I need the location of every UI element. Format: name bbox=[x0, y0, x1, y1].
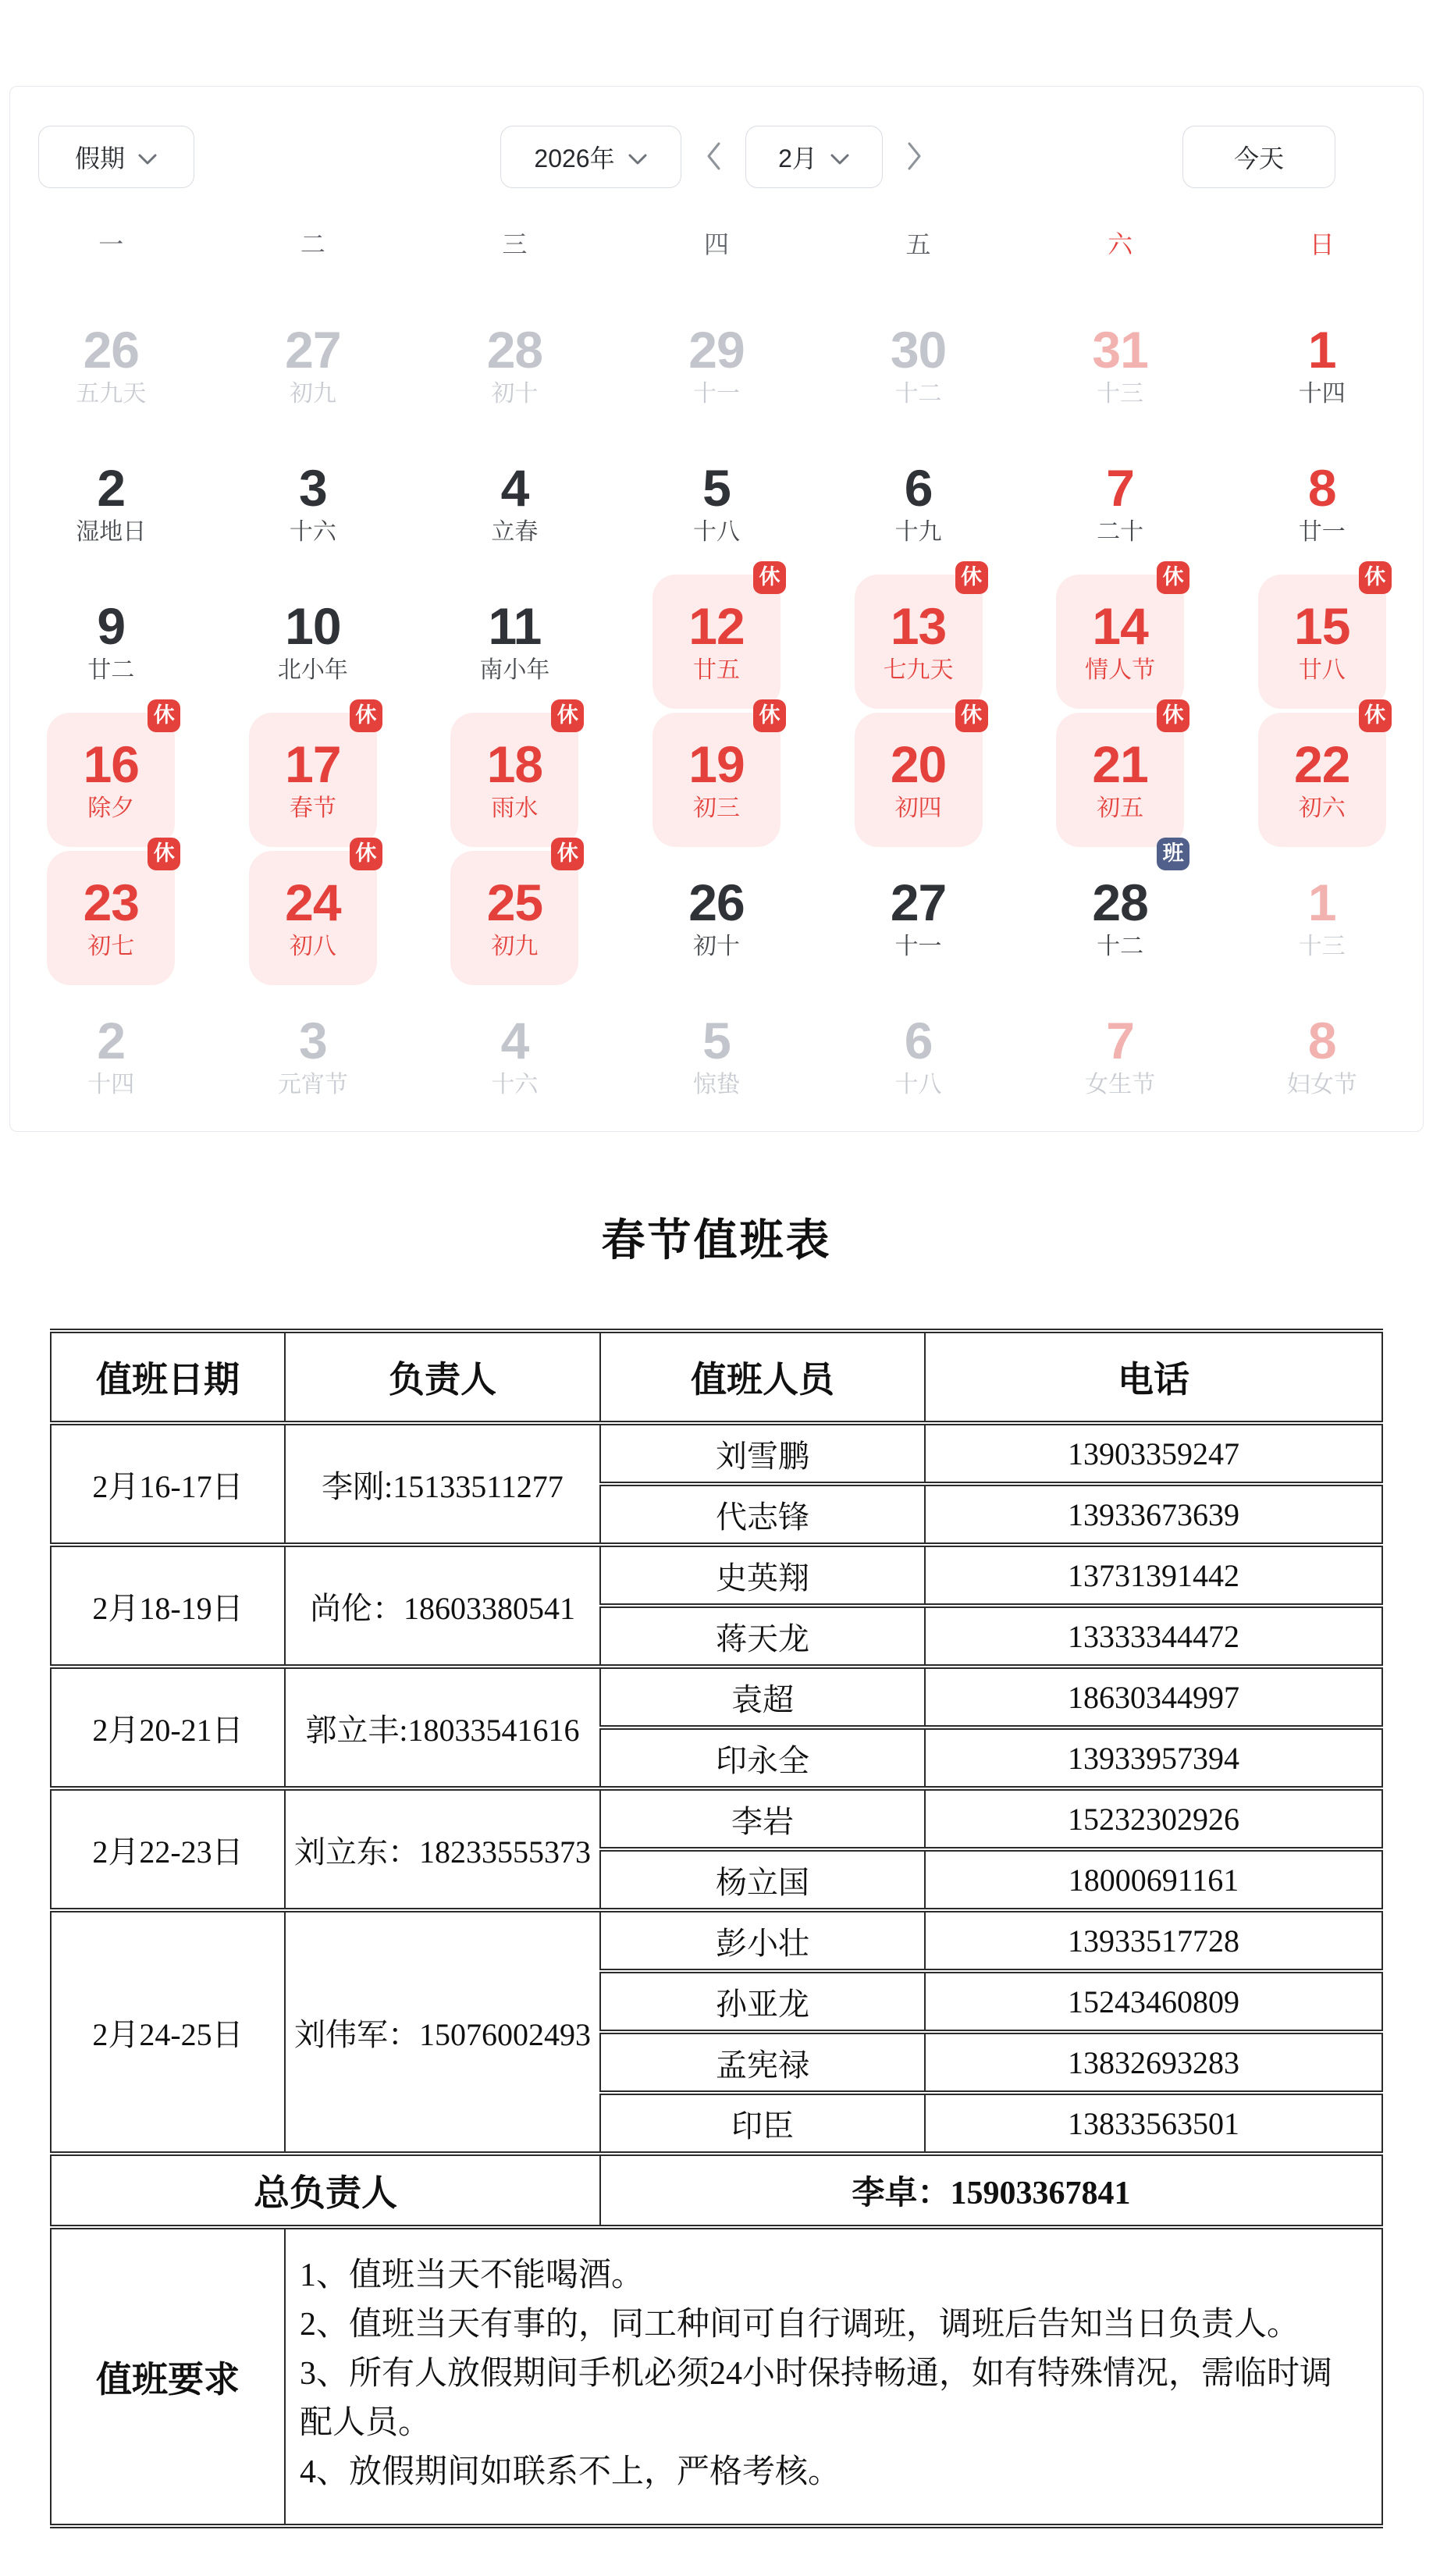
day-box bbox=[652, 298, 781, 432]
chief-row bbox=[51, 2154, 1382, 2227]
day-number: 28 bbox=[486, 321, 543, 379]
duty-member-row bbox=[51, 1788, 1382, 1849]
rest-badge: 休 bbox=[1157, 561, 1189, 594]
calendar-day-cell[interactable] bbox=[616, 849, 818, 987]
header-phone: 电话 bbox=[925, 1331, 1382, 1423]
calendar-day-cell[interactable] bbox=[10, 987, 212, 1125]
calendar-day-cell[interactable] bbox=[817, 849, 1019, 987]
day-number: 10 bbox=[285, 597, 341, 655]
day-box bbox=[855, 703, 983, 847]
day-lunar-label: 十一 bbox=[894, 934, 942, 959]
member-name-cell: 袁超 bbox=[600, 1667, 925, 1727]
day-number: 16 bbox=[83, 735, 139, 793]
day-lunar-label: 惊蛰 bbox=[692, 1072, 740, 1098]
calendar-day-cell[interactable] bbox=[212, 841, 414, 987]
day-number: 26 bbox=[83, 321, 139, 379]
day-lunar-label: 十八 bbox=[894, 1072, 942, 1098]
next-month-button[interactable] bbox=[897, 126, 933, 188]
day-lunar-label: 北小年 bbox=[277, 657, 348, 683]
calendar-day-cell[interactable] bbox=[817, 434, 1019, 572]
calendar-day-cell[interactable] bbox=[616, 703, 818, 849]
day-box bbox=[47, 989, 175, 1123]
day-box bbox=[1056, 298, 1184, 432]
day-lunar-label: 十六 bbox=[491, 1072, 539, 1098]
member-name-cell: 李岩 bbox=[600, 1788, 925, 1849]
day-number: 28 bbox=[1092, 873, 1148, 931]
day-number: 2 bbox=[97, 1012, 126, 1069]
leader-cell: 李刚:15133511277 bbox=[285, 1423, 600, 1545]
day-number: 7 bbox=[1106, 459, 1134, 517]
day-lunar-label: 廿二 bbox=[87, 657, 135, 683]
day-lunar-label: 廿一 bbox=[1298, 519, 1346, 545]
leader-cell: 刘立东：18233555373 bbox=[285, 1788, 600, 1910]
calendar-card bbox=[9, 86, 1424, 1132]
day-number: 1 bbox=[1307, 321, 1336, 379]
duty-table-title: 春节值班表 bbox=[601, 1217, 832, 1265]
weekday-label: 五 bbox=[905, 230, 931, 258]
day-lunar-label: 初三 bbox=[692, 795, 740, 821]
day-lunar-label: 立春 bbox=[491, 519, 539, 545]
day-lunar-label: 初十 bbox=[491, 381, 539, 407]
day-number: 8 bbox=[1307, 1012, 1336, 1069]
calendar-day-cell[interactable] bbox=[616, 434, 818, 572]
rest-badge: 休 bbox=[148, 838, 180, 870]
day-number: 8 bbox=[1307, 459, 1336, 517]
calendar-day-cell[interactable] bbox=[1221, 565, 1423, 710]
calendar-day-cell[interactable] bbox=[10, 434, 212, 572]
day-lunar-label: 春节 bbox=[289, 795, 336, 821]
day-box bbox=[249, 703, 377, 847]
chevron-down-icon bbox=[137, 143, 158, 172]
day-box bbox=[652, 436, 781, 571]
requirements-row bbox=[51, 2227, 1382, 2526]
day-number: 27 bbox=[890, 873, 947, 931]
member-phone-cell: 13933673639 bbox=[925, 1484, 1382, 1545]
day-number: 4 bbox=[500, 459, 529, 517]
day-number: 17 bbox=[285, 735, 341, 793]
calendar-day-cell[interactable] bbox=[817, 565, 1019, 710]
requirement-item: 4、放假期间如联系不上，严格考核。 bbox=[300, 2454, 841, 2490]
member-name-cell: 孟宪禄 bbox=[600, 2032, 925, 2093]
chief-value-cell: 李卓：15903367841 bbox=[600, 2154, 1382, 2227]
calendar-day-cell[interactable] bbox=[616, 296, 818, 434]
day-number: 5 bbox=[702, 1012, 731, 1069]
duty-member-row bbox=[51, 1910, 1382, 1971]
day-number: 15 bbox=[1293, 597, 1350, 655]
day-number: 20 bbox=[890, 735, 947, 793]
day-number: 14 bbox=[1092, 597, 1148, 655]
member-name-cell: 蒋天龙 bbox=[600, 1606, 925, 1667]
leader-cell: 尚伦：18603380541 bbox=[285, 1545, 600, 1667]
member-phone-cell: 13903359247 bbox=[925, 1423, 1382, 1484]
day-box bbox=[855, 851, 983, 985]
calendar-day-cell[interactable] bbox=[212, 987, 414, 1125]
day-lunar-label: 初四 bbox=[894, 795, 942, 821]
calendar-grid bbox=[10, 296, 1423, 1125]
rest-badge: 休 bbox=[551, 838, 584, 870]
calendar-day-cell[interactable] bbox=[212, 434, 414, 572]
day-lunar-label: 七九天 bbox=[883, 657, 954, 683]
day-box bbox=[1258, 851, 1386, 985]
day-box bbox=[47, 575, 175, 709]
day-number: 11 bbox=[488, 597, 542, 655]
day-number: 18 bbox=[486, 735, 543, 793]
holiday-filter-label: 假期 bbox=[74, 144, 125, 173]
calendar-day-cell[interactable] bbox=[10, 572, 212, 710]
chevron-down-icon bbox=[830, 143, 850, 172]
day-lunar-label: 初五 bbox=[1097, 795, 1144, 821]
day-number: 1 bbox=[1307, 873, 1336, 931]
weekday-label: 二 bbox=[300, 230, 325, 258]
calendar-day-cell[interactable] bbox=[1221, 296, 1423, 434]
day-lunar-label: 初六 bbox=[1298, 795, 1346, 821]
duty-date-cell: 2月18-19日 bbox=[51, 1545, 285, 1667]
day-box bbox=[450, 298, 578, 432]
day-number: 5 bbox=[702, 459, 731, 517]
day-box bbox=[47, 298, 175, 432]
rest-badge: 休 bbox=[350, 838, 382, 870]
requirement-item: 3、所有人放假期间手机必须24小时保持畅通，如有特殊情况，需临时调配人员。 bbox=[300, 2356, 1333, 2441]
day-lunar-label: 情人节 bbox=[1085, 657, 1156, 683]
weekday-label: 三 bbox=[502, 230, 528, 258]
day-lunar-label: 十六 bbox=[289, 519, 336, 545]
day-number: 27 bbox=[285, 321, 341, 379]
rest-badge: 休 bbox=[1359, 699, 1392, 732]
day-number: 25 bbox=[486, 873, 543, 931]
holiday-filter-dropdown[interactable] bbox=[38, 126, 194, 188]
day-box bbox=[47, 436, 175, 571]
member-name-cell: 彭小壮 bbox=[600, 1910, 925, 1971]
day-box bbox=[652, 989, 781, 1123]
calendar-day-cell[interactable] bbox=[817, 987, 1019, 1125]
calendar-day-cell[interactable] bbox=[414, 572, 616, 710]
month-dropdown[interactable] bbox=[745, 126, 883, 188]
day-number: 3 bbox=[298, 459, 327, 517]
header-duty-staff: 值班人员 bbox=[600, 1331, 925, 1423]
chevron-right-icon bbox=[906, 141, 923, 173]
member-phone-cell: 13933517728 bbox=[925, 1910, 1382, 1971]
calendar-day-cell[interactable] bbox=[616, 987, 818, 1125]
chief-label-cell: 总负责人 bbox=[51, 2154, 600, 2227]
day-box bbox=[1056, 703, 1184, 847]
member-name-cell: 刘雪鹏 bbox=[600, 1423, 925, 1484]
day-lunar-label: 廿八 bbox=[1298, 657, 1346, 683]
day-box bbox=[1258, 989, 1386, 1123]
day-number: 12 bbox=[688, 597, 745, 655]
day-lunar-label: 十二 bbox=[894, 381, 942, 407]
chevron-left-icon bbox=[705, 141, 722, 173]
prev-month-button[interactable] bbox=[695, 126, 731, 188]
day-lunar-label: 五九天 bbox=[76, 381, 147, 407]
chevron-down-icon bbox=[628, 143, 648, 172]
leader-cell: 郭立丰:18033541616 bbox=[285, 1667, 600, 1788]
calendar-day-cell[interactable] bbox=[1019, 565, 1221, 710]
calendar-day-cell[interactable] bbox=[212, 703, 414, 849]
rest-badge: 休 bbox=[753, 699, 786, 732]
day-box bbox=[855, 565, 983, 709]
day-number: 3 bbox=[298, 1012, 327, 1069]
header-duty-date: 值班日期 bbox=[51, 1331, 285, 1423]
rest-badge: 休 bbox=[551, 699, 584, 732]
day-number: 23 bbox=[83, 873, 139, 931]
day-lunar-label: 初八 bbox=[289, 934, 336, 959]
day-box bbox=[450, 575, 578, 709]
day-box bbox=[1056, 436, 1184, 571]
calendar-day-cell[interactable] bbox=[616, 565, 818, 710]
day-box bbox=[249, 575, 377, 709]
day-number: 13 bbox=[890, 597, 947, 655]
duty-date-cell: 2月20-21日 bbox=[51, 1667, 285, 1788]
rest-badge: 休 bbox=[1359, 561, 1392, 594]
day-box bbox=[855, 989, 983, 1123]
day-lunar-label: 初十 bbox=[692, 934, 740, 959]
member-phone-cell: 18630344997 bbox=[925, 1667, 1382, 1727]
duty-date-cell: 2月22-23日 bbox=[51, 1788, 285, 1910]
calendar-day-cell[interactable] bbox=[212, 572, 414, 710]
day-number: 24 bbox=[285, 873, 341, 931]
calendar-day-cell[interactable] bbox=[817, 703, 1019, 849]
day-box bbox=[450, 436, 578, 571]
day-box bbox=[855, 298, 983, 432]
weekday-label: 四 bbox=[703, 230, 729, 258]
duty-member-row bbox=[51, 1667, 1382, 1727]
member-name-cell: 杨立国 bbox=[600, 1849, 925, 1910]
day-number: 2 bbox=[97, 459, 126, 517]
weekday-header-row bbox=[10, 232, 1423, 257]
day-number: 30 bbox=[890, 321, 947, 379]
day-box bbox=[652, 703, 781, 847]
day-lunar-label: 十一 bbox=[692, 381, 740, 407]
calendar-day-cell[interactable] bbox=[1019, 703, 1221, 849]
day-box bbox=[1056, 989, 1184, 1123]
day-lunar-label: 十九 bbox=[894, 519, 942, 545]
member-name-cell: 印永全 bbox=[600, 1727, 925, 1788]
rest-badge: 休 bbox=[753, 561, 786, 594]
day-box bbox=[450, 841, 578, 985]
duty-member-row bbox=[51, 1423, 1382, 1484]
member-phone-cell: 13832693283 bbox=[925, 2032, 1382, 2093]
requirement-item: 1、值班当天不能喝酒。 bbox=[300, 2258, 645, 2293]
day-lunar-label: 南小年 bbox=[479, 657, 550, 683]
day-box bbox=[1056, 841, 1184, 985]
calendar-day-cell[interactable] bbox=[817, 296, 1019, 434]
day-number: 4 bbox=[500, 1012, 529, 1069]
duty-table-header-row bbox=[51, 1331, 1382, 1423]
day-lunar-label: 二十 bbox=[1097, 519, 1144, 545]
day-lunar-label: 十二 bbox=[1097, 934, 1144, 959]
day-number: 9 bbox=[97, 597, 126, 655]
requirements-label-cell: 值班要求 bbox=[51, 2227, 285, 2526]
day-number: 6 bbox=[904, 459, 933, 517]
member-phone-cell: 15243460809 bbox=[925, 1971, 1382, 2032]
today-label: 今天 bbox=[1233, 144, 1284, 173]
calendar-day-cell[interactable] bbox=[1019, 841, 1221, 987]
requirements-body-cell bbox=[285, 2227, 1382, 2526]
day-lunar-label: 元宵节 bbox=[277, 1072, 348, 1098]
duty-member-row bbox=[51, 1545, 1382, 1606]
calendar-day-cell[interactable] bbox=[1019, 296, 1221, 434]
day-lunar-label: 廿五 bbox=[692, 657, 740, 683]
day-box bbox=[1258, 298, 1386, 432]
day-box bbox=[1258, 436, 1386, 571]
day-lunar-label: 初九 bbox=[491, 934, 539, 959]
duty-date-cell: 2月16-17日 bbox=[51, 1423, 285, 1545]
member-phone-cell: 13333344472 bbox=[925, 1606, 1382, 1667]
day-box bbox=[855, 436, 983, 571]
rest-badge: 休 bbox=[1157, 699, 1189, 732]
day-lunar-label: 初七 bbox=[87, 934, 135, 959]
duty-date-cell: 2月24-25日 bbox=[51, 1910, 285, 2154]
day-box bbox=[47, 841, 175, 985]
day-number: 21 bbox=[1092, 735, 1148, 793]
calendar-day-cell[interactable] bbox=[414, 841, 616, 987]
day-number: 7 bbox=[1106, 1012, 1134, 1069]
calendar-day-cell[interactable] bbox=[10, 703, 212, 849]
member-phone-cell: 13731391442 bbox=[925, 1545, 1382, 1606]
year-label: 2026年 bbox=[534, 144, 615, 173]
calendar-day-cell[interactable] bbox=[1221, 434, 1423, 572]
calendar-day-cell[interactable] bbox=[414, 987, 616, 1125]
day-box bbox=[249, 298, 377, 432]
calendar-day-cell[interactable] bbox=[414, 434, 616, 572]
calendar-day-cell[interactable] bbox=[10, 841, 212, 987]
member-name-cell: 代志锋 bbox=[600, 1484, 925, 1545]
requirement-item: 2、值班当天有事的，同工种间可自行调班，调班后告知当日负责人。 bbox=[300, 2307, 1300, 2343]
member-phone-cell: 18000691161 bbox=[925, 1849, 1382, 1910]
calendar-day-cell[interactable] bbox=[1221, 703, 1423, 849]
day-box bbox=[249, 989, 377, 1123]
weekday-label: 一 bbox=[98, 230, 124, 258]
requirements-text bbox=[286, 2229, 1381, 2524]
today-button[interactable] bbox=[1182, 126, 1335, 188]
member-name-cell: 印臣 bbox=[600, 2093, 925, 2154]
weekday-label: 六 bbox=[1108, 230, 1133, 258]
day-box bbox=[1056, 565, 1184, 709]
day-box bbox=[1258, 565, 1386, 709]
member-name-cell: 史英翔 bbox=[600, 1545, 925, 1606]
member-name-cell: 孙亚龙 bbox=[600, 1971, 925, 2032]
rest-badge: 休 bbox=[350, 699, 382, 732]
day-box bbox=[249, 436, 377, 571]
calendar-day-cell[interactable] bbox=[414, 703, 616, 849]
year-dropdown[interactable] bbox=[500, 126, 681, 188]
day-box bbox=[450, 703, 578, 847]
day-box bbox=[47, 703, 175, 847]
day-lunar-label: 雨水 bbox=[491, 795, 539, 821]
day-lunar-label: 初九 bbox=[289, 381, 336, 407]
month-label: 2月 bbox=[778, 144, 817, 173]
calendar-day-cell[interactable] bbox=[10, 296, 212, 434]
member-phone-cell: 13833563501 bbox=[925, 2093, 1382, 2154]
work-badge: 班 bbox=[1157, 838, 1189, 870]
calendar-day-cell[interactable] bbox=[1221, 987, 1423, 1125]
calendar-day-cell[interactable] bbox=[1019, 434, 1221, 572]
day-number: 22 bbox=[1293, 735, 1350, 793]
day-lunar-label: 妇女节 bbox=[1286, 1072, 1357, 1098]
day-lunar-label: 湿地日 bbox=[76, 519, 147, 545]
rest-badge: 休 bbox=[955, 699, 988, 732]
day-lunar-label: 女生节 bbox=[1085, 1072, 1156, 1098]
weekday-label: 日 bbox=[1309, 230, 1335, 258]
duty-table bbox=[50, 1329, 1383, 2528]
day-box bbox=[249, 841, 377, 985]
day-box bbox=[652, 851, 781, 985]
calendar-day-cell[interactable] bbox=[1221, 849, 1423, 987]
calendar-day-cell[interactable] bbox=[212, 296, 414, 434]
day-lunar-label: 十三 bbox=[1097, 381, 1144, 407]
day-number: 6 bbox=[904, 1012, 933, 1069]
day-box bbox=[450, 989, 578, 1123]
rest-badge: 休 bbox=[955, 561, 988, 594]
header-leader: 负责人 bbox=[285, 1331, 600, 1423]
day-number: 19 bbox=[688, 735, 745, 793]
day-lunar-label: 十四 bbox=[1298, 381, 1346, 407]
leader-cell: 刘伟军：15076002493 bbox=[285, 1910, 600, 2154]
day-lunar-label: 十四 bbox=[87, 1072, 135, 1098]
day-box bbox=[652, 565, 781, 709]
day-box bbox=[1258, 703, 1386, 847]
date-navigation bbox=[500, 126, 933, 188]
day-number: 31 bbox=[1092, 321, 1148, 379]
day-lunar-label: 除夕 bbox=[87, 795, 135, 821]
day-number: 29 bbox=[688, 321, 745, 379]
calendar-day-cell[interactable] bbox=[414, 296, 616, 434]
day-lunar-label: 十三 bbox=[1298, 934, 1346, 959]
day-lunar-label: 十八 bbox=[692, 519, 740, 545]
day-number: 26 bbox=[688, 873, 745, 931]
rest-badge: 休 bbox=[148, 699, 180, 732]
calendar-day-cell[interactable] bbox=[1019, 987, 1221, 1125]
member-phone-cell: 15232302926 bbox=[925, 1788, 1382, 1849]
member-phone-cell: 13933957394 bbox=[925, 1727, 1382, 1788]
